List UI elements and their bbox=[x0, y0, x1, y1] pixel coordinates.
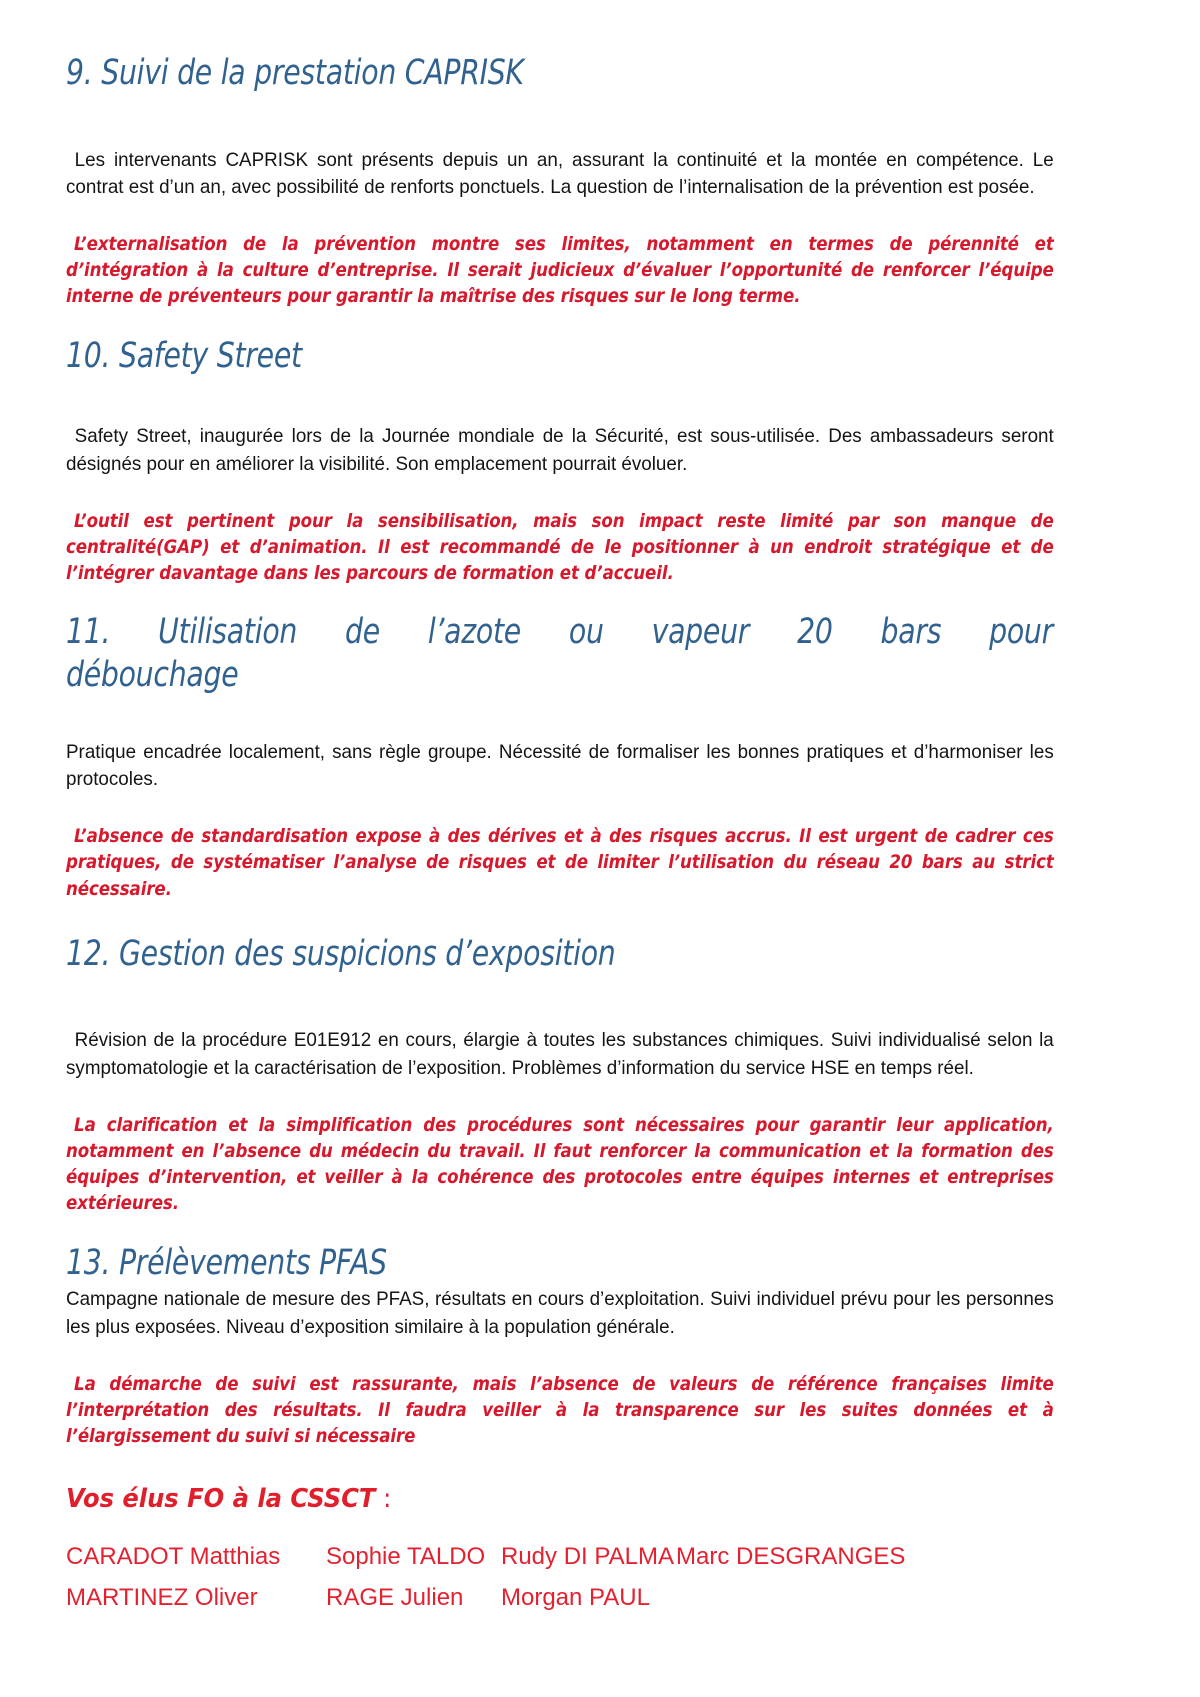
elected-member-name: RAGE Julien bbox=[326, 1584, 464, 1612]
elected-member-name-empty bbox=[676, 1582, 976, 1614]
document-content bbox=[66, 52, 1054, 1614]
section-heading-9: 9. Suivi de la prestation CAPRISK bbox=[66, 53, 524, 93]
section-body-9: Les intervenants CAPRISK sont présents depuis un an, assurant la continuité et la montée en compétence. Le contrat est d’un an, avec possibilité de renforts ponctuels. La question de l’internalisation de la prévention est posée. bbox=[66, 148, 1054, 199]
elected-member-name: Sophie TALDO bbox=[326, 1543, 486, 1571]
section-heading-13: 13. Prélèvements PFAS bbox=[66, 1242, 387, 1283]
section-heading-10: 10. Safety Street bbox=[66, 335, 302, 376]
spacer bbox=[66, 1342, 1054, 1372]
spacer bbox=[66, 95, 1054, 147]
section-heading-11 bbox=[66, 611, 1053, 696]
spacer bbox=[66, 587, 1054, 611]
spacer bbox=[66, 202, 1054, 232]
section-comment-10: L’outil est pertinent pour la sensibilisation, mais son impact reste limité par son manque de centralité(GAP) et d’animation. Il est recommandé de le positionner à un endroit stratégique et de l’intégrer davantage dans les parcours de formation et d’accueil. bbox=[66, 510, 1054, 585]
signature-label: Vos élus FO à la CSSCT bbox=[66, 1484, 376, 1515]
spacer bbox=[66, 794, 1054, 824]
spacer bbox=[66, 377, 1054, 423]
elected-member-name: MARTINEZ Oliver bbox=[66, 1584, 258, 1612]
elected-member-name: Marc DESGRANGES bbox=[676, 1543, 906, 1571]
section-comment-12: La clarification et la simplification des procédures sont nécessaires pour garantir leur application, notamment en l’absence du médecin du travail. Il faut renforcer la communication et la formation des équipes d’intervention, et veiller à la cohérence des protocoles entre équipes internes et entreprises extérieures. bbox=[66, 1114, 1054, 1215]
spacer bbox=[66, 903, 1054, 933]
section-body-13: Campagne nationale de mesure des PFAS, résultats en cours d’exploitation. Suivi individuel prévu pour les personnes les plus exposées. Niveau d’exposition similaire à la population générale. bbox=[66, 1288, 1054, 1338]
elected-member-name: Morgan PAUL bbox=[501, 1584, 650, 1612]
elected-members-grid bbox=[66, 1541, 1054, 1613]
section-comment-13: La démarche de suivi est rassurante, mais l’absence de valeurs de référence françaises limite l’interprétation des résultats. Il faudra veiller à la transparence sur les suites données et à l’élargissement du suivi si nécessaire bbox=[66, 1373, 1054, 1448]
spacer bbox=[66, 1083, 1054, 1113]
spacer bbox=[66, 1218, 1054, 1242]
section-heading-11-line-2: débouchage bbox=[66, 655, 239, 696]
section-comment-11: L’absence de standardisation expose à des dérives et à des risques accrus. Il est urgent de cadrer ces pratiques, de systématiser l’analyse de risques et de limiter l’utilisation du réseau 20 bars au strict nécessaire. bbox=[66, 826, 1054, 900]
spacer bbox=[66, 975, 1054, 1027]
section-body-10: Safety Street, inaugurée lors de la Journée mondiale de la Sécurité, est sous-utilisée. Des ambassadeurs seront désignés pour en améliorer la visibilité. Son emplacement pourrait évoluer. bbox=[66, 425, 1054, 476]
spacer bbox=[66, 1450, 1054, 1484]
spacer bbox=[66, 1515, 1054, 1541]
section-heading-11-line-1: 11. Utilisation de l’azote ou vapeur 20 bars pour bbox=[66, 612, 1054, 653]
section-comment-9: L’externalisation de la prévention montre ses limites, notamment en termes de pérennité et d’intégration à la culture d’entreprise. Il serait judicieux d’évaluer l’opportunité de renforcer l’équipe interne de préventeurs pour garantir la maîtrise des risques sur le long terme. bbox=[66, 234, 1054, 308]
signature-colon: : bbox=[375, 1484, 392, 1515]
spacer bbox=[66, 311, 1054, 335]
section-body-12: Révision de la procédure E01E912 en cours, élargie à toutes les substances chimiques. Suivi individualisé selon la symptomatologie et la caractérisation de l’exposition. Problèmes d’information du service HSE en temps réel. bbox=[66, 1029, 1054, 1080]
section-heading-12: 12. Gestion des suspicions d’exposition bbox=[66, 933, 616, 974]
spacer bbox=[66, 479, 1054, 509]
elected-member-name: CARADOT Matthias bbox=[66, 1543, 281, 1571]
section-body-11: Pratique encadrée localement, sans règle groupe. Nécessité de formaliser les bonnes pratiques et d’harmoniser les protocoles. bbox=[66, 740, 1054, 791]
signature-line bbox=[66, 1484, 1058, 1515]
spacer bbox=[66, 697, 1054, 739]
elected-member-name: Rudy DI PALMA bbox=[501, 1543, 674, 1571]
